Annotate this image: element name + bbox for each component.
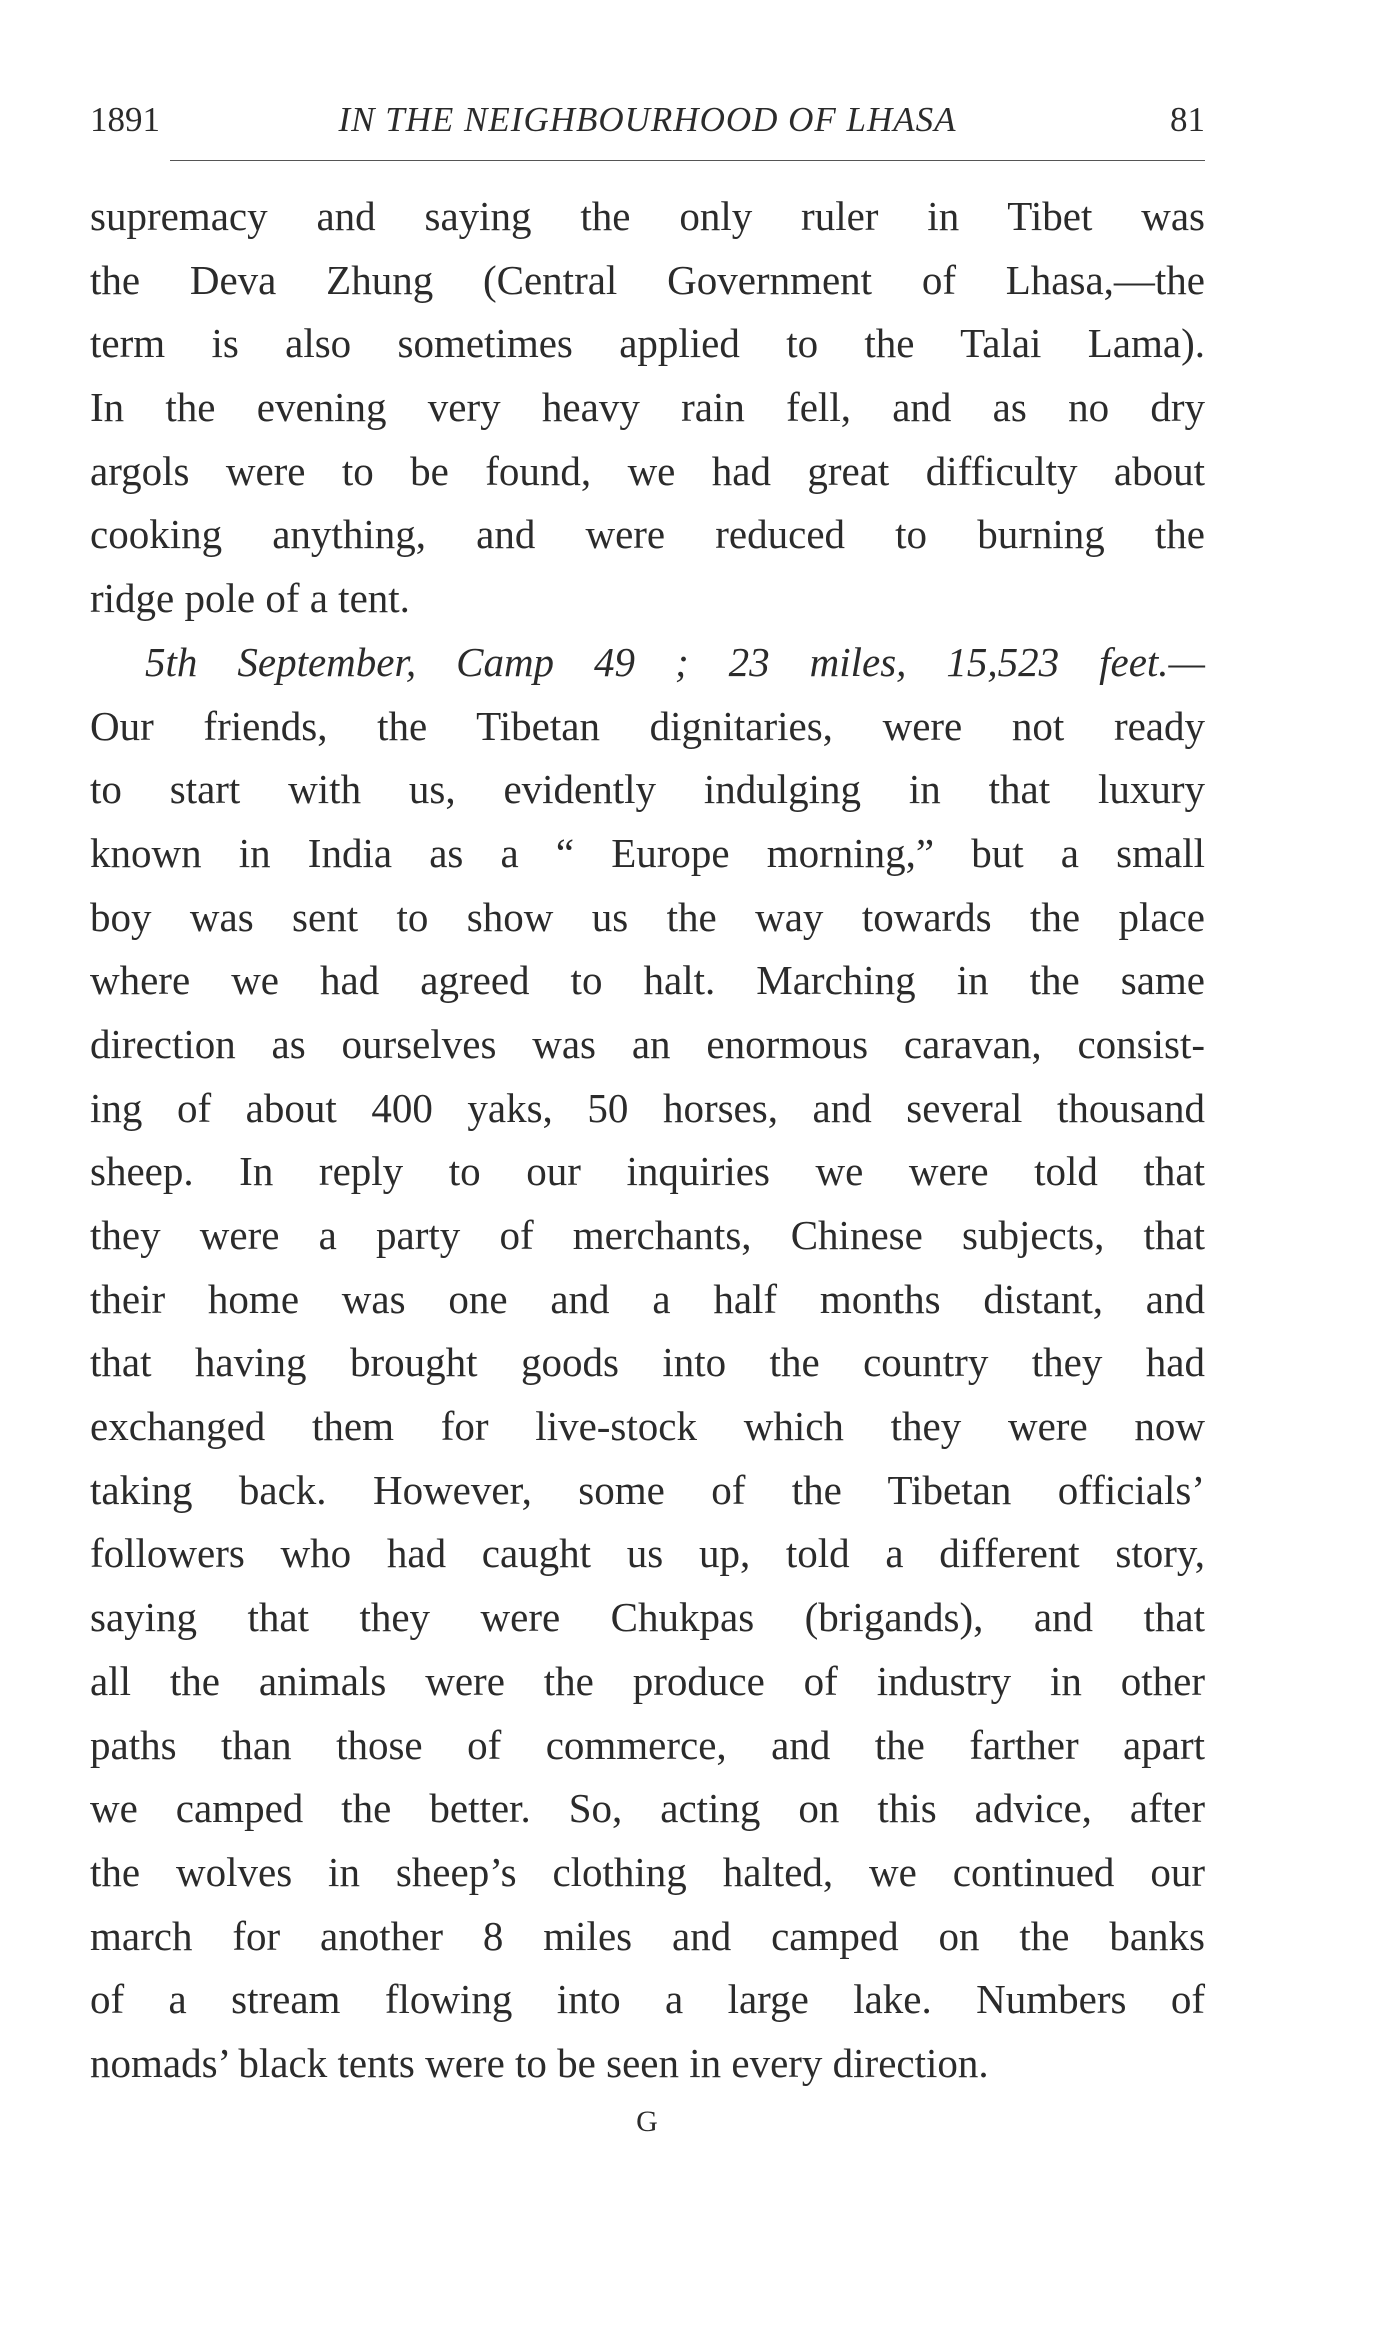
text-line: sheep. In reply to our inquiries we were told that (90, 1148, 1205, 1195)
text-line: followers who had caught us up, told a different story, (90, 1530, 1205, 1577)
running-head (90, 100, 1205, 150)
text-line: their home was one and a half months distant, and (90, 1275, 1205, 1322)
text-line: exchanged them for live-stock which they were now (90, 1403, 1205, 1450)
running-head-year: 1891 (90, 100, 160, 139)
text-line: to start with us, evidently indulging in that luxury (90, 766, 1205, 813)
header-rule (170, 160, 1205, 161)
entry-heading: 5th September, Camp 49 ; 23 miles, 15,523 feet.— (145, 638, 1205, 685)
text-line: all the animals were the produce of industry in other (90, 1657, 1205, 1704)
text-line: paths than those of commerce, and the farther apart (90, 1721, 1205, 1768)
text-line: march for another 8 miles and camped on the banks (90, 1912, 1205, 1959)
text-line: supremacy and saying the only ruler in Tibet was (90, 193, 1205, 239)
text-line: saying that they were Chukpas (brigands), and that (90, 1594, 1205, 1641)
signature-mark: G (636, 2105, 659, 2138)
text-line: nomads’ black tents were to be seen in every direction. (90, 2039, 989, 2086)
text-line: cooking anything, and were reduced to burning the (90, 511, 1205, 558)
text-line: ing of about 400 yaks, 50 horses, and several thousand (90, 1084, 1205, 1131)
text-line: taking back. However, some of the Tibetan officials’ (90, 1466, 1205, 1513)
text-line: the Deva Zhung (Central Government of Lhasa,—the (90, 256, 1205, 303)
text-line: argols were to be found, we had great difficulty about (90, 447, 1205, 494)
text-line: we camped the better. So, acting on this advice, after (90, 1785, 1205, 1832)
text-line: term is also sometimes applied to the Talai Lama). (90, 320, 1205, 367)
body-text (90, 185, 1205, 2096)
text-line: of a stream flowing into a large lake. Numbers of (90, 1976, 1205, 2023)
text-line: where we had agreed to halt. Marching in the same (90, 957, 1205, 1004)
page-number: 81 (1170, 100, 1205, 139)
running-head-title: IN THE NEIGHBOURHOOD OF LHASA (338, 100, 957, 139)
text-line: that having brought goods into the country they had (90, 1339, 1205, 1386)
text-line: they were a party of merchants, Chinese subjects, that (90, 1212, 1205, 1258)
text-line: In the evening very heavy rain fell, and as no dry (90, 384, 1205, 431)
text-line: Our friends, the Tibetan dignitaries, were not ready (90, 702, 1205, 749)
text-line: known in India as a “ Europe morning,” but a small (90, 829, 1205, 876)
text-line: ridge pole of a tent. (90, 575, 410, 622)
text-line: direction as ourselves was an enormous caravan, consist- (90, 1020, 1205, 1067)
text-line: boy was sent to show us the way towards the place (90, 893, 1205, 940)
text-line: the wolves in sheep’s clothing halted, we continued our (90, 1848, 1205, 1895)
